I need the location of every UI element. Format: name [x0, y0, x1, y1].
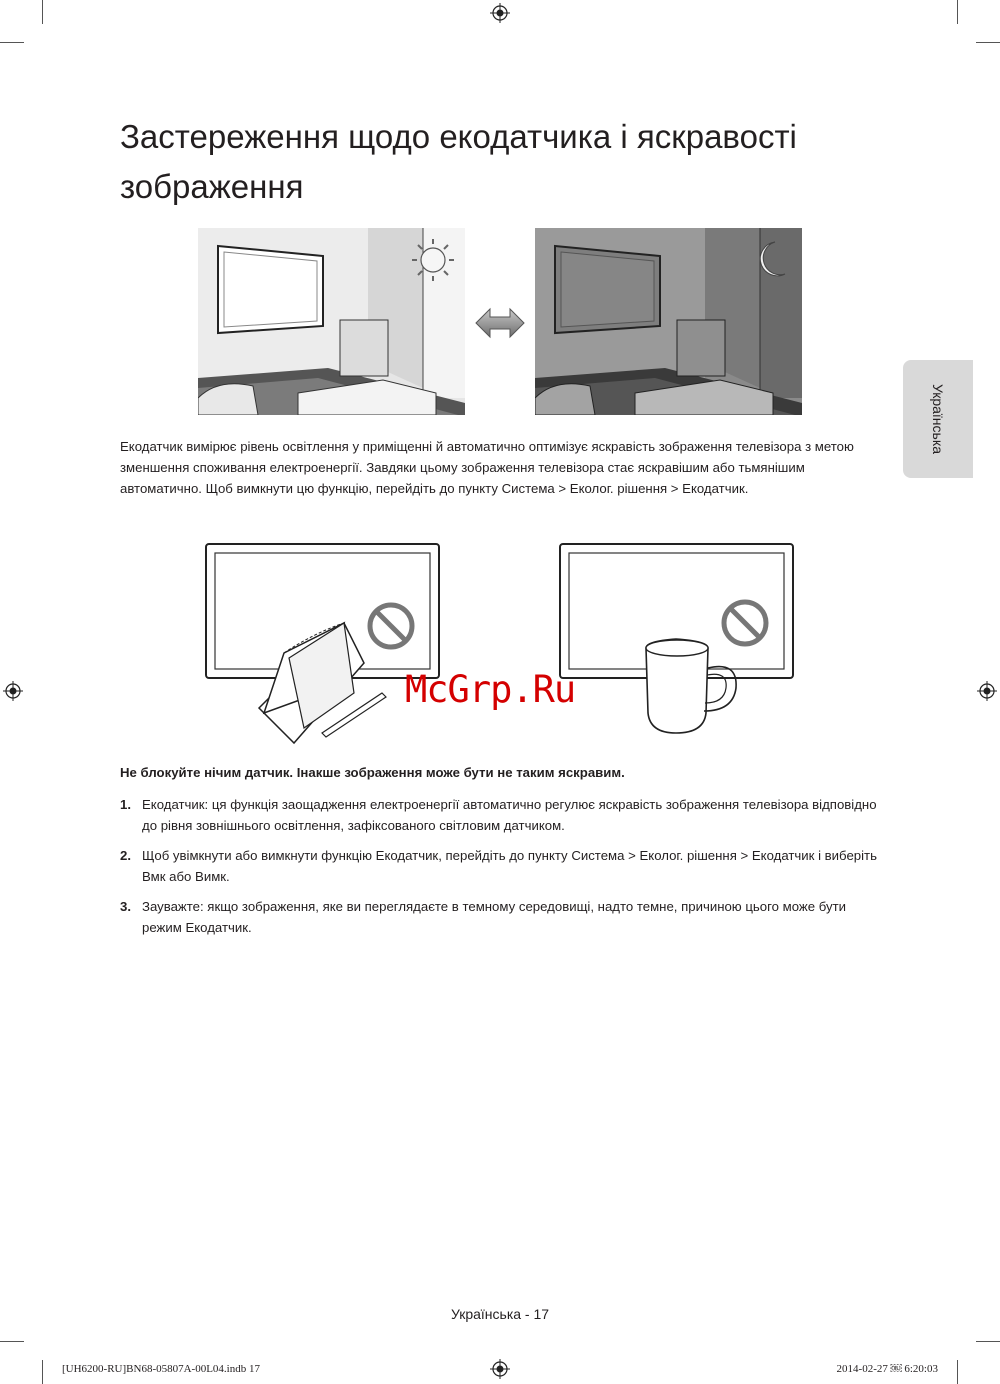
menu-path-eco-solution: Еколог. рішення: [569, 481, 668, 496]
bright-room-illustration: [198, 228, 465, 415]
step-number: 3.: [120, 899, 131, 914]
print-slug-right: 2014-02-27 ￼ 6:20:03: [836, 1363, 938, 1375]
page-number: Українська - 17: [450, 1306, 550, 1322]
keyword-eco-sensor: Екодатчик: [375, 848, 439, 863]
menu-path-separator: >: [667, 481, 683, 496]
step-text: : ця функція заощадження електроенергії автоматично регулює яскравість зображення телевізора відповідно до рівня зовнішнього освітлення, зафіксованого світловим датчиком.: [142, 797, 877, 833]
menu-path-separator: >: [554, 481, 570, 496]
crop-mark: [957, 1360, 958, 1384]
menu-path-eco-sensor: Екодатчик: [751, 848, 815, 863]
crop-mark: [976, 42, 1000, 43]
crop-mark: [976, 1341, 1000, 1342]
crop-mark: [957, 0, 958, 24]
menu-path-eco-sensor: Екодатчик: [682, 481, 745, 496]
menu-path-separator: >: [624, 848, 640, 863]
step-number: 2.: [120, 848, 131, 863]
prohibited-icon: [370, 605, 412, 647]
step-text: , перейдіть до пункту: [438, 848, 572, 863]
page-title: Застереження щодо екодатчика і яскравості зображення: [120, 118, 797, 205]
step-text: або: [165, 869, 196, 884]
menu-path-separator: >: [736, 848, 752, 863]
watermark: McGrp.Ru: [405, 668, 576, 711]
double-arrow-icon: [474, 306, 526, 340]
crop-mark: [42, 0, 43, 24]
print-slug-left: [UH6200-RU]BN68-05807A-00L04.indb 17: [62, 1363, 260, 1375]
list-item: [120, 896, 880, 938]
list-item: [120, 845, 880, 887]
keyword-off: Вимк: [195, 869, 227, 884]
step-text: .: [226, 869, 230, 884]
crop-mark: [0, 1341, 24, 1342]
step-text: Зауважте: якщо зображення, яке ви переглядаєте в темному середовищі, надто темне, причиною цього може бути режим: [142, 899, 846, 935]
tv-blocked-by-mug-illustration: [558, 543, 798, 738]
tv-blocked-by-calendar-illustration: [204, 543, 444, 748]
step-text: Щоб увімкнути або вимкнути функцію: [142, 848, 376, 863]
step-text: .: [248, 920, 252, 935]
intro-paragraph: [120, 436, 890, 499]
menu-path-system: Система: [571, 848, 625, 863]
keyword-eco-sensor: Екодатчик: [185, 920, 248, 935]
keyword-eco-sensor: Екодатчик: [142, 797, 205, 812]
steps-list: [120, 794, 880, 947]
warning-text: Не блокуйте нічим датчик. Інакше зображення може бути не таким яскравим.: [120, 765, 625, 780]
keyword-on: Вмк: [142, 869, 166, 884]
prohibited-icon: [724, 602, 766, 644]
crop-mark: [42, 1360, 43, 1384]
registration-mark-icon: [977, 681, 997, 701]
step-number: 1.: [120, 797, 131, 812]
registration-mark-icon: [3, 681, 23, 701]
list-item: [120, 794, 880, 836]
menu-path-eco-solution: Еколог. рішення: [639, 848, 737, 863]
registration-mark-icon: [490, 1359, 510, 1379]
language-side-tab: [903, 360, 973, 478]
intro-end: .: [744, 481, 749, 496]
side-tab-label: Українська: [930, 383, 946, 455]
crop-mark: [0, 42, 24, 43]
dark-room-illustration: [535, 228, 802, 415]
registration-mark-icon: [490, 3, 510, 23]
intro-text: Екодатчик вимірює рівень освітлення у приміщенні й автоматично оптимізує яскравість зображення телевізора з метою зменшення споживання електроенергії. Завдяки цьому зображення телевізора стає яскравішим або тьмянішим автоматично. Щоб вимкнути цю функцію, перейдіть до пункту: [120, 439, 854, 496]
menu-path-system: Система: [501, 481, 555, 496]
step-text: і виберіть: [814, 848, 877, 863]
